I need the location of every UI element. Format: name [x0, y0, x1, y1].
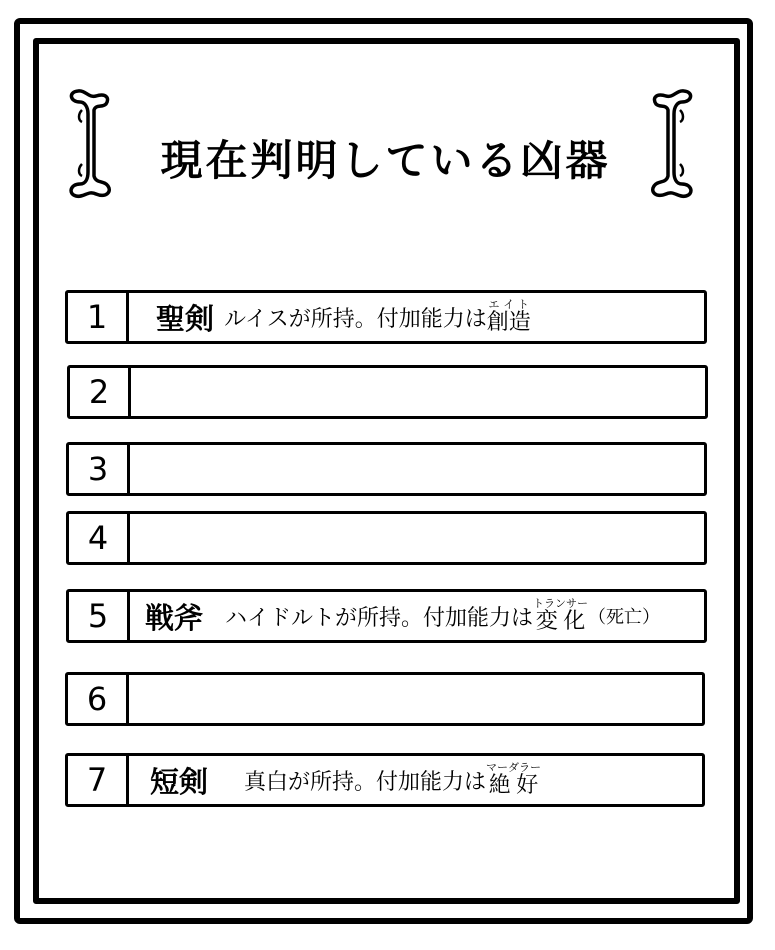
row-content — [150, 756, 696, 804]
row-content — [145, 592, 698, 640]
list-item — [66, 442, 707, 496]
weapon-name: 聖剣 — [156, 301, 215, 336]
weapon-description: ルイスが所持。付加能力は — [224, 306, 487, 332]
row-number: 6 — [68, 675, 129, 723]
row-content — [132, 368, 699, 416]
row-number: 2 — [70, 368, 131, 416]
weapon-description: ハイドルトが所持。付加能力は — [225, 605, 534, 631]
ability-name: 創造エイト — [486, 298, 531, 335]
list-item — [66, 511, 707, 565]
weapon-description: 真白が所持。付加能力は — [244, 769, 487, 795]
ability-reading: マーダラー — [486, 761, 542, 774]
list-item — [65, 753, 705, 807]
list-item — [66, 589, 707, 643]
weapon-suffix: （死亡） — [588, 607, 661, 628]
weapon-name: 戦斧 — [145, 600, 204, 635]
ability-name: 絶好マーダラー — [486, 761, 542, 798]
ability-reading: エイト — [486, 298, 531, 311]
row-content — [131, 445, 698, 493]
row-number: 4 — [69, 514, 130, 562]
ornamental-bracket-right-icon — [644, 88, 696, 200]
page-title: 現在判明している凶器 — [160, 136, 611, 185]
weapon-name: 短剣 — [150, 764, 209, 799]
row-number: 1 — [68, 293, 129, 341]
list-item — [67, 365, 708, 419]
row-number: 5 — [69, 592, 130, 640]
ability-name: 変化トランサー — [533, 597, 589, 634]
ornamental-bracket-left-icon — [66, 88, 118, 200]
row-number: 3 — [69, 445, 130, 493]
row-number: 7 — [68, 756, 129, 804]
row-content — [130, 675, 696, 723]
row-content — [156, 293, 698, 341]
list-item — [65, 672, 705, 726]
row-content — [131, 514, 698, 562]
list-item — [65, 290, 707, 344]
ability-reading: トランサー — [533, 597, 589, 610]
